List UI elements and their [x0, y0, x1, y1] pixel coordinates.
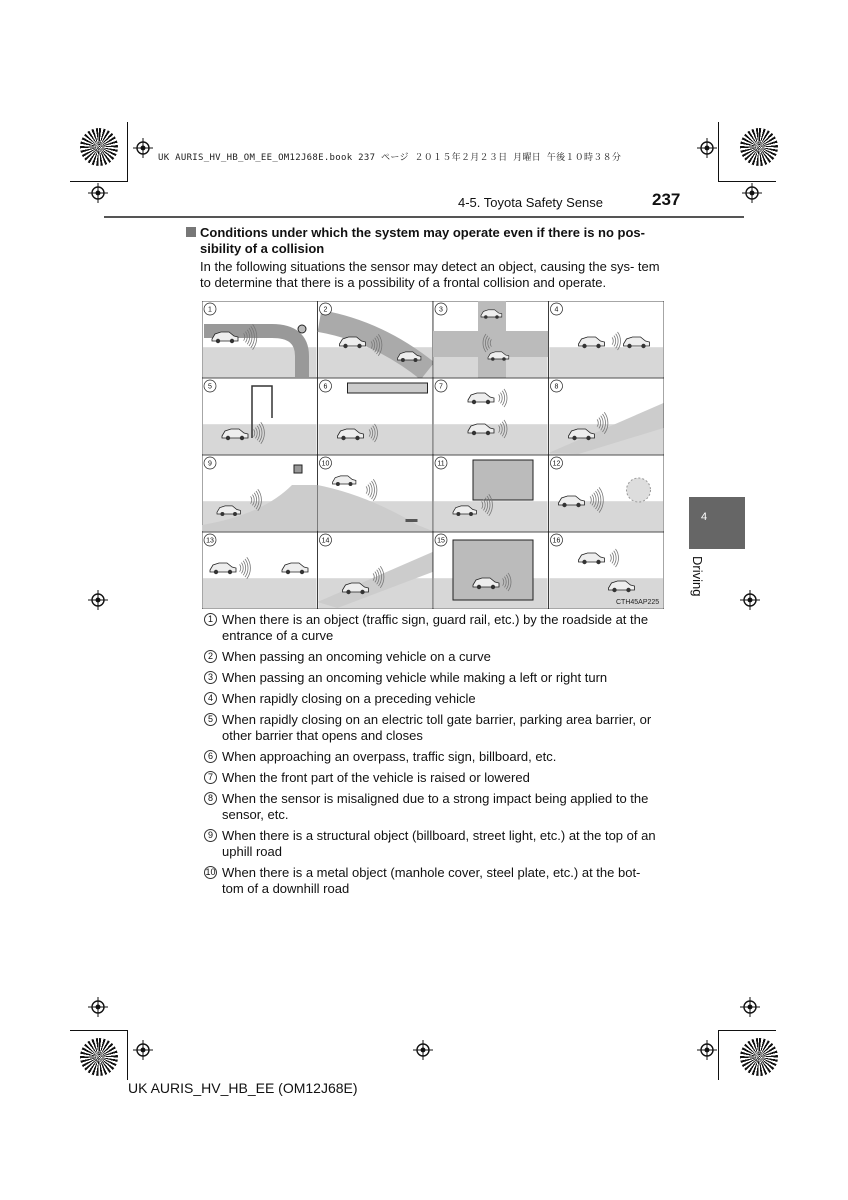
illustration-figure	[202, 301, 664, 609]
item-number-badge: 7	[204, 771, 217, 784]
crosshair-mark	[740, 590, 760, 610]
crop-line	[718, 1030, 776, 1031]
panel-number-label: 2	[323, 306, 328, 314]
illustration-panel-12	[549, 455, 665, 532]
item-number-badge: 5	[204, 713, 217, 726]
illustration-panel-16	[549, 532, 665, 609]
illustration-panel-8	[549, 378, 665, 455]
item-number-badge: 8	[204, 792, 217, 805]
condition-item	[204, 770, 664, 786]
overpass	[348, 383, 428, 393]
item-number-badge: 2	[204, 650, 217, 663]
panel-number-label: 3	[439, 306, 443, 314]
condition-item	[204, 649, 664, 665]
panel-number-label: 8	[554, 383, 559, 391]
crop-line	[127, 1030, 128, 1080]
header-rule	[104, 216, 744, 218]
condition-item	[204, 865, 664, 897]
crosshair-mark	[697, 138, 717, 158]
illustration-panel-13	[202, 532, 318, 609]
registration-rosette-top-left	[80, 128, 118, 166]
item-number-badge: 1	[204, 613, 217, 626]
registration-rosette-top-right	[740, 128, 778, 166]
item-text: When there is a structural object (billboard, street light, etc.) at the top of an uphill road	[222, 828, 656, 859]
chapter-label: Driving	[690, 556, 705, 597]
road-surface	[319, 424, 433, 454]
panel-number-label: 9	[208, 460, 212, 468]
illustration-panel-6	[318, 378, 434, 455]
illustration-panel-15	[433, 532, 549, 609]
crosshair-mark	[413, 1040, 433, 1060]
illustration-panel-4	[549, 301, 665, 378]
illustration-panel-1	[202, 301, 318, 378]
panel-number-label: 4	[554, 306, 559, 314]
section-title: 4-5. Toyota Safety Sense	[458, 195, 604, 210]
item-text: When the front part of the vehicle is raised or lowered	[222, 770, 530, 785]
item-number-badge: 6	[204, 750, 217, 763]
building	[453, 540, 533, 600]
item-text: When approaching an overpass, traffic sign, billboard, etc.	[222, 749, 557, 764]
heading-line-1: Conditions under which the system may operate even if there is no pos-	[200, 225, 645, 240]
road-surface	[203, 424, 317, 454]
panel-number-label: 1	[208, 306, 212, 314]
illustration-grid	[202, 301, 664, 609]
crop-line	[70, 181, 128, 182]
illustration-panel-11	[433, 455, 549, 532]
roadside-sign	[298, 325, 306, 333]
crop-line	[718, 1030, 719, 1080]
road-surface	[434, 501, 548, 531]
item-text: When there is an object (traffic sign, guard rail, etc.) by the roadside at the entrance of a curve	[222, 612, 649, 643]
heading-line-2: sibility of a collision	[200, 241, 325, 256]
footer-model-code: UK AURIS_HV_HB_EE (OM12J68E)	[128, 1080, 358, 1096]
panel-number-label: 14	[321, 537, 330, 545]
crosshair-mark	[88, 590, 108, 610]
chapter-tab	[689, 497, 745, 549]
condition-item	[204, 712, 664, 744]
panel-number-label: 12	[552, 460, 561, 468]
item-text: When rapidly closing on an electric toll gate barrier, parking area barrier, or other barrier that opens and closes	[222, 712, 652, 743]
crosshair-mark	[88, 183, 108, 203]
panel-number-label: 5	[208, 383, 212, 391]
road-surface	[203, 578, 317, 608]
crosshair-mark	[740, 997, 760, 1017]
illustration-panel-10	[318, 455, 434, 532]
condition-item	[204, 670, 664, 686]
panel-number-label: 16	[552, 537, 561, 545]
registration-rosette-bottom-left	[80, 1038, 118, 1076]
illustration-panel-7	[433, 378, 549, 455]
condition-list	[204, 612, 664, 902]
item-text: When passing an oncoming vehicle while making a left or right turn	[222, 670, 608, 685]
illustration-panel-3	[433, 301, 549, 378]
item-number-badge: 9	[204, 829, 217, 842]
item-text: When rapidly closing on a preceding vehicle	[222, 691, 476, 706]
illustration-panel-2	[318, 301, 434, 378]
item-number-badge: 10	[205, 867, 216, 877]
crop-line	[127, 122, 128, 182]
billboard	[294, 465, 302, 473]
crosshair-mark	[133, 138, 153, 158]
print-file-info: UK AURIS_HV_HB_OM_EE_OM12J68E.book 237 ページ ２０１５年２月２３日 月曜日 午後１０時３８分	[158, 153, 622, 163]
panel-number-label: 10	[321, 460, 330, 468]
road-surface	[550, 347, 664, 377]
item-text: When passing an oncoming vehicle on a curve	[222, 649, 491, 664]
subsection-heading	[186, 225, 666, 257]
panel-number-label: 11	[437, 460, 445, 468]
chapter-number: 4	[701, 511, 708, 523]
condition-item	[204, 612, 664, 644]
item-number-badge: 4	[204, 692, 217, 705]
illustration-panel-5	[202, 378, 318, 455]
crosshair-mark	[88, 997, 108, 1017]
crosshair-mark	[697, 1040, 717, 1060]
figure-code: CTH45AP225	[616, 599, 660, 606]
item-text: When there is a metal object (manhole cover, steel plate, etc.) at the bot- tom of a downhill road	[222, 865, 641, 896]
panel-number-label: 7	[439, 383, 443, 391]
condition-item	[204, 691, 664, 707]
condition-item	[204, 791, 664, 823]
item-number-badge: 3	[204, 671, 217, 684]
crop-line	[718, 122, 719, 182]
crosshair-mark	[133, 1040, 153, 1060]
item-text: When the sensor is misaligned due to a strong impact being applied to the sensor, etc.	[222, 791, 649, 822]
panel-number-label: 13	[206, 537, 214, 545]
gas-cloud	[627, 478, 651, 502]
page-number: 237	[652, 190, 681, 209]
condition-item	[204, 828, 664, 860]
manhole-cover	[406, 519, 418, 522]
crop-line	[718, 181, 776, 182]
condition-item	[204, 749, 664, 765]
panel-number-label: 6	[323, 383, 328, 391]
heading-bullet-square	[186, 227, 196, 237]
panel-number-label: 15	[437, 537, 445, 545]
crosshair-mark	[742, 183, 762, 203]
tunnel-gate	[473, 460, 533, 500]
illustration-panel-14	[318, 532, 434, 609]
illustration-panel-9	[202, 455, 318, 532]
registration-rosette-bottom-right	[740, 1038, 778, 1076]
intro-paragraph: In the following situations the sensor may detect an object, causing the sys- tem to determine that there is a possibility of a frontal collision and operate.	[200, 259, 660, 290]
crop-line	[70, 1030, 128, 1031]
